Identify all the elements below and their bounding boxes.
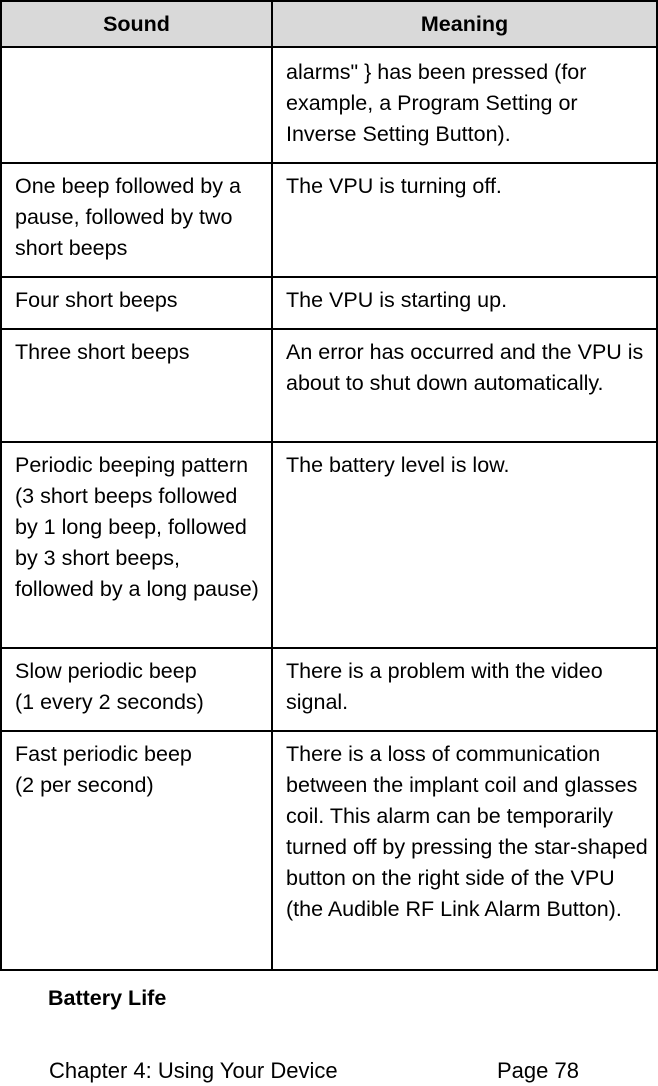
sound-text: One beep followed by a pause, followed by two short beeps: [15, 174, 247, 260]
sound-cell: [1, 731, 272, 970]
table-row: [1, 163, 657, 277]
meaning-cell: [272, 329, 657, 442]
meaning-text: There is a loss of communication between the implant coil and glasses coil. This alarm can be temporarily turned off by pressing the star-shaped button on the right side of the VPU (the Audible RF Link Alarm Button).: [286, 742, 654, 921]
meaning-text: The battery level is low.: [286, 453, 510, 477]
meaning-cell: [272, 648, 657, 731]
footer-chapter: Chapter 4: Using Your Device: [49, 1058, 338, 1083]
meaning-cell: [272, 47, 657, 163]
table-header-row: [1, 1, 657, 47]
sound-text: Fast periodic beep (2 per second): [15, 742, 192, 797]
sound-cell: [1, 648, 272, 731]
column-header-meaning: Meaning: [272, 1, 657, 47]
sound-text: Periodic beeping pattern (3 short beeps followed by 1 long beep, followed by 3 short beeps, followed by a long pause): [15, 453, 259, 601]
sound-text: Slow periodic beep (1 every 2 seconds): [15, 659, 204, 714]
meaning-cell: [272, 442, 657, 648]
sound-text: Four short beeps: [15, 288, 178, 312]
sound-cell: [1, 329, 272, 442]
sound-text: [15, 48, 261, 69]
table-row: [1, 442, 657, 648]
sound-cell: [1, 163, 272, 277]
meaning-text: The VPU is turning off.: [286, 174, 502, 198]
meaning-cell: [272, 731, 657, 970]
meaning-text: There is a problem with the video signal.: [286, 659, 609, 714]
meaning-text: The VPU is starting up.: [286, 288, 508, 312]
sound-cell: [1, 442, 272, 648]
table-row: [1, 648, 657, 731]
table-row: [1, 329, 657, 442]
sound-text: Three short beeps: [15, 340, 190, 364]
section-heading: Battery Life: [48, 986, 167, 1010]
meaning-cell: [272, 163, 657, 277]
meaning-cell: [272, 277, 657, 329]
column-header-sound: Sound: [1, 1, 272, 47]
meaning-text: An error has occurred and the VPU is about to shut down automatically.: [286, 340, 650, 395]
sound-cell: [1, 277, 272, 329]
table-row: [1, 47, 657, 163]
meaning-text: alarms" } has been pressed (for example, a Program Setting or Inverse Setting Button).: [286, 60, 593, 146]
table-row: [1, 731, 657, 970]
sound-cell: [1, 47, 272, 163]
table-row: [1, 277, 657, 329]
footer-page-number: Page 78: [497, 1058, 579, 1083]
